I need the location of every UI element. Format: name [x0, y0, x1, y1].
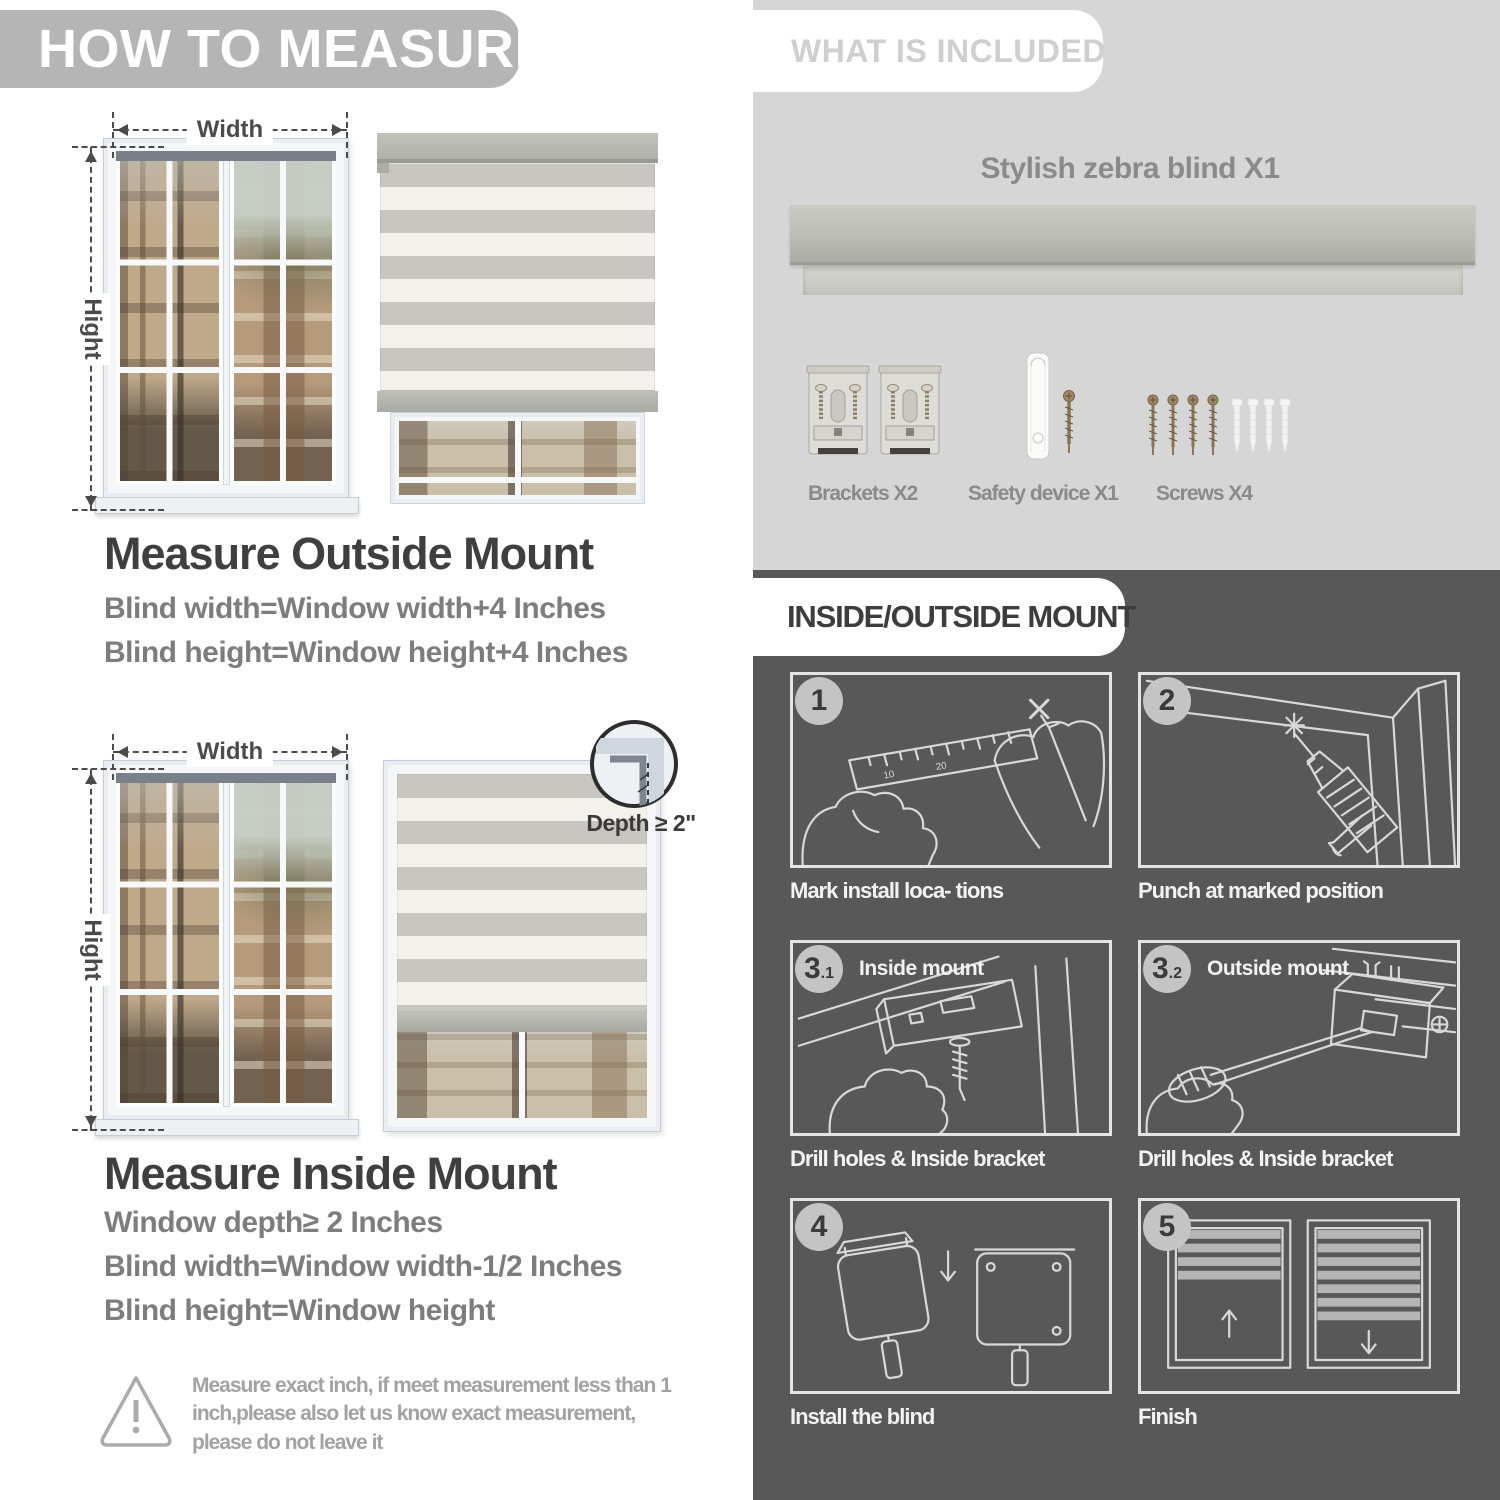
height-tick — [72, 509, 164, 511]
width-tick — [112, 734, 114, 780]
blind-fabric-stripes — [380, 163, 655, 391]
depth-note: Depth ≥ 2" — [586, 810, 696, 836]
width-arrow-inside — [113, 738, 347, 765]
window-muntins — [234, 155, 333, 481]
height-tick — [72, 768, 164, 770]
step-4-caption: Install the blind — [790, 1404, 935, 1429]
inside-mount-title: Measure Inside Mount — [104, 1148, 557, 1199]
window-muntins — [234, 777, 333, 1103]
blind-bottomrail — [377, 391, 658, 412]
step-5-caption: Finish — [1138, 1404, 1197, 1429]
step-2-panel — [1138, 672, 1460, 868]
window-head-shadow — [116, 151, 336, 161]
how-to-measure-header: HOW TO MEASURE — [0, 10, 520, 88]
ruler-number: 20 — [935, 760, 948, 773]
step-3-2-caption: Drill holes & Inside bracket — [1138, 1146, 1393, 1171]
window-muntin — [399, 477, 636, 483]
wall-anchors-icon — [1230, 398, 1292, 460]
screw-icon — [1062, 390, 1076, 456]
outside-mount-line1: Blind width=Window width+4 Inches — [104, 592, 606, 625]
step-5-panel — [1138, 1198, 1460, 1394]
depth-magnifier-icon — [588, 718, 680, 810]
width-tick — [346, 734, 348, 780]
step-1-caption: Mark install loca- tions — [790, 878, 1004, 903]
step-badge: 1 — [795, 677, 843, 725]
window-sill — [95, 1119, 359, 1136]
window-muntins — [120, 155, 219, 481]
brackets-label: Brackets X2 — [808, 482, 918, 505]
bracket-icon — [806, 364, 870, 462]
safety-device-icon — [1020, 350, 1056, 464]
blind-item-label: Stylish zebra blind X1 — [980, 152, 1280, 185]
inside-outside-mount-header: INSIDE/OUTSIDE MOUNT — [753, 578, 1125, 656]
step-title: Outside mount — [1207, 957, 1349, 980]
safety-device-label: Safety device X1 — [968, 482, 1118, 505]
bracket-icon — [878, 364, 942, 462]
window-mullion — [515, 421, 521, 495]
step-4-panel — [790, 1198, 1112, 1394]
ruler-number: 10 — [882, 768, 896, 782]
window-muntins — [120, 777, 219, 1103]
width-label: Width — [187, 115, 273, 145]
height-arrow-inside — [79, 769, 106, 1131]
headrail-illustration-bottom — [803, 265, 1463, 295]
blind-headrail — [377, 133, 658, 163]
step-1-panel — [790, 672, 1112, 868]
step-title: Inside mount — [859, 957, 984, 980]
step-3-2-panel — [1138, 940, 1460, 1136]
outside-mount-title: Measure Outside Mount — [104, 528, 594, 579]
window-head-shadow — [116, 773, 336, 783]
width-label: Width — [187, 737, 273, 767]
step-3-1-caption: Drill holes & Inside bracket — [790, 1146, 1045, 1171]
step-badge: 5 — [1143, 1203, 1191, 1251]
inside-mount-line1: Window depth≥ 2 Inches — [104, 1206, 443, 1239]
height-label: Hight — [74, 293, 110, 365]
headrail-illustration-top — [790, 205, 1475, 265]
outside-mount-line2: Blind height=Window height+4 Inches — [104, 636, 628, 669]
blind-bottomrail — [397, 1012, 647, 1032]
height-label: Hight — [74, 914, 110, 986]
height-tick — [72, 146, 164, 148]
window-illustration-inside — [103, 760, 349, 1120]
window-under-blind — [397, 1032, 647, 1118]
inside-mount-line3: Blind height=Window height — [104, 1294, 495, 1327]
step-3-1-panel — [790, 940, 1112, 1136]
width-tick — [112, 112, 114, 158]
height-tick — [72, 1129, 164, 1131]
warning-triangle-icon — [96, 1372, 176, 1450]
window-mullion — [519, 1032, 525, 1118]
step-badge: 3 .1 — [795, 945, 843, 993]
step-badge: 4 — [795, 1203, 843, 1251]
screws-label: Screws X4 — [1156, 482, 1253, 505]
measure-warning-text: Measure exact inch, if meet measurement less than 1 inch,please also let us know exact measurement, please do not leave it — [192, 1374, 671, 1454]
step-badge: 3 .2 — [1143, 945, 1191, 993]
step-badge: 2 — [1143, 677, 1191, 725]
window-sill — [95, 497, 359, 514]
inside-mount-line2: Blind width=Window width-1/2 Inches — [104, 1250, 623, 1283]
width-arrow-outside — [113, 116, 347, 143]
window-under-blind — [390, 412, 645, 504]
window-illustration-outside — [103, 138, 349, 498]
width-tick — [346, 112, 348, 158]
height-arrow-outside — [79, 147, 106, 511]
step-2-caption: Punch at marked position — [1138, 878, 1383, 903]
what-is-included-header: WHAT IS INCLUDED — [753, 10, 1103, 92]
zebra-blind-outside-illustration — [377, 133, 658, 504]
screws-icon — [1146, 394, 1222, 460]
